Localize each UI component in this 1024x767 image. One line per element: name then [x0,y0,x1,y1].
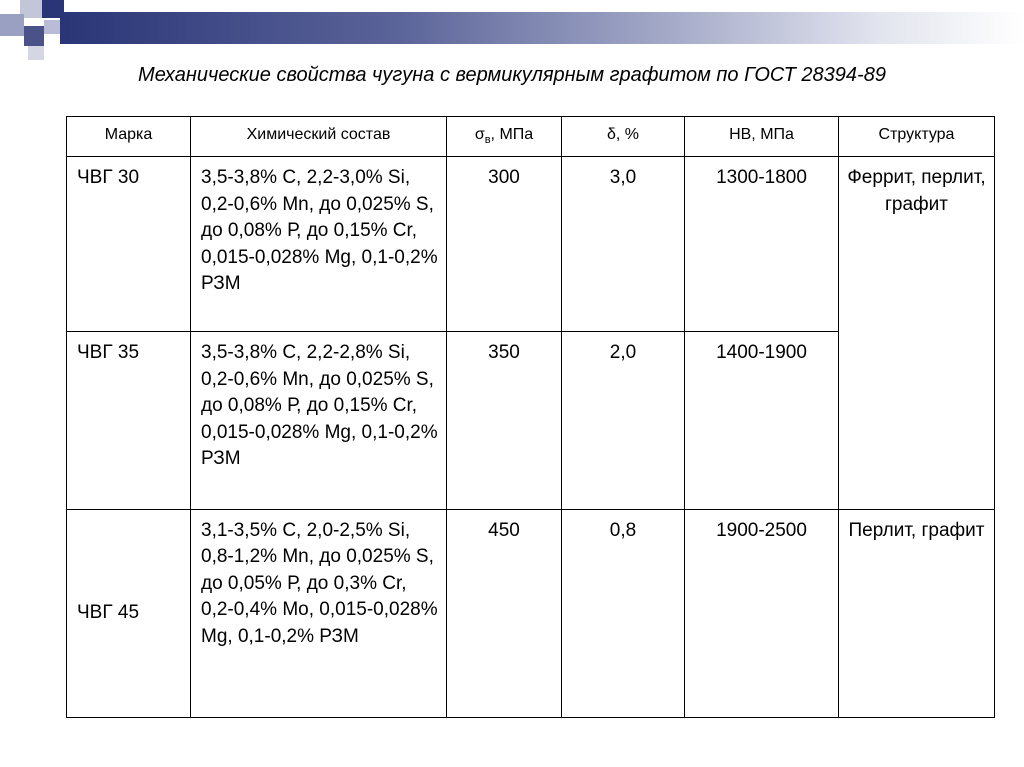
header-delta: δ, % [562,117,685,157]
cell-sigma: 300 [447,157,562,332]
cell-composition: 3,1-3,5% С, 2,0-2,5% Si, 0,8-1,2% Mn, до 0,025% S, до 0,05% Р, до 0,3% Cr, 0,2-0,4% Mo, 0,015-0,028% Mg, 0,1-0,2% РЗМ [191,509,447,717]
table-header-row [67,117,995,157]
cell-hb: 1900-2500 [685,509,839,717]
header-composition: Химический состав [191,117,447,157]
cell-composition: 3,5-3,8% С, 2,2-2,8% Si, 0,2-0,6% Mn, до 0,025% S, до 0,08% Р, до 0,15% Cr, 0,015-0,028% Mg, 0,1-0,2% РЗМ [191,332,447,509]
header-sigma [447,117,562,157]
decor-square [44,20,60,34]
sigma-unit: , МПа [490,126,534,143]
cell-delta: 2,0 [562,332,685,509]
decor-square [28,46,44,60]
header-structure: Структура [839,117,995,157]
cell-structure: Феррит, перлит, графит [839,157,995,510]
decor-square [0,14,24,36]
cell-delta: 3,0 [562,157,685,332]
cell-structure: Перлит, графит [839,509,995,717]
cell-composition: 3,5-3,8% С, 2,2-3,0% Si, 0,2-0,6% Mn, до 0,025% S, до 0,08% Р, до 0,15% Cr, 0,015-0,028% Mg, 0,1-0,2% РЗМ [191,157,447,332]
table-row [67,157,995,332]
table-row [67,509,995,717]
properties-table [66,116,995,718]
cell-sigma: 450 [447,509,562,717]
cell-mark: ЧВГ 30 [67,157,191,332]
header-hb: НВ, МПа [685,117,839,157]
sigma-symbol: σ [474,126,485,143]
cell-delta: 0,8 [562,509,685,717]
sigma-subscript: в [484,134,491,147]
decor-square [42,0,64,18]
header-gradient-band [60,12,1024,44]
cell-mark: ЧВГ 45 [67,509,191,717]
cell-sigma: 350 [447,332,562,509]
cell-hb: 1400-1900 [685,332,839,509]
slide-title: Механические свойства чугуна с вермикулярным графитом по ГОСТ 28394-89 [138,64,886,86]
cell-hb: 1300-1800 [685,157,839,332]
header-mark: Марка [67,117,191,157]
cell-mark: ЧВГ 35 [67,332,191,509]
decor-square [24,26,44,46]
